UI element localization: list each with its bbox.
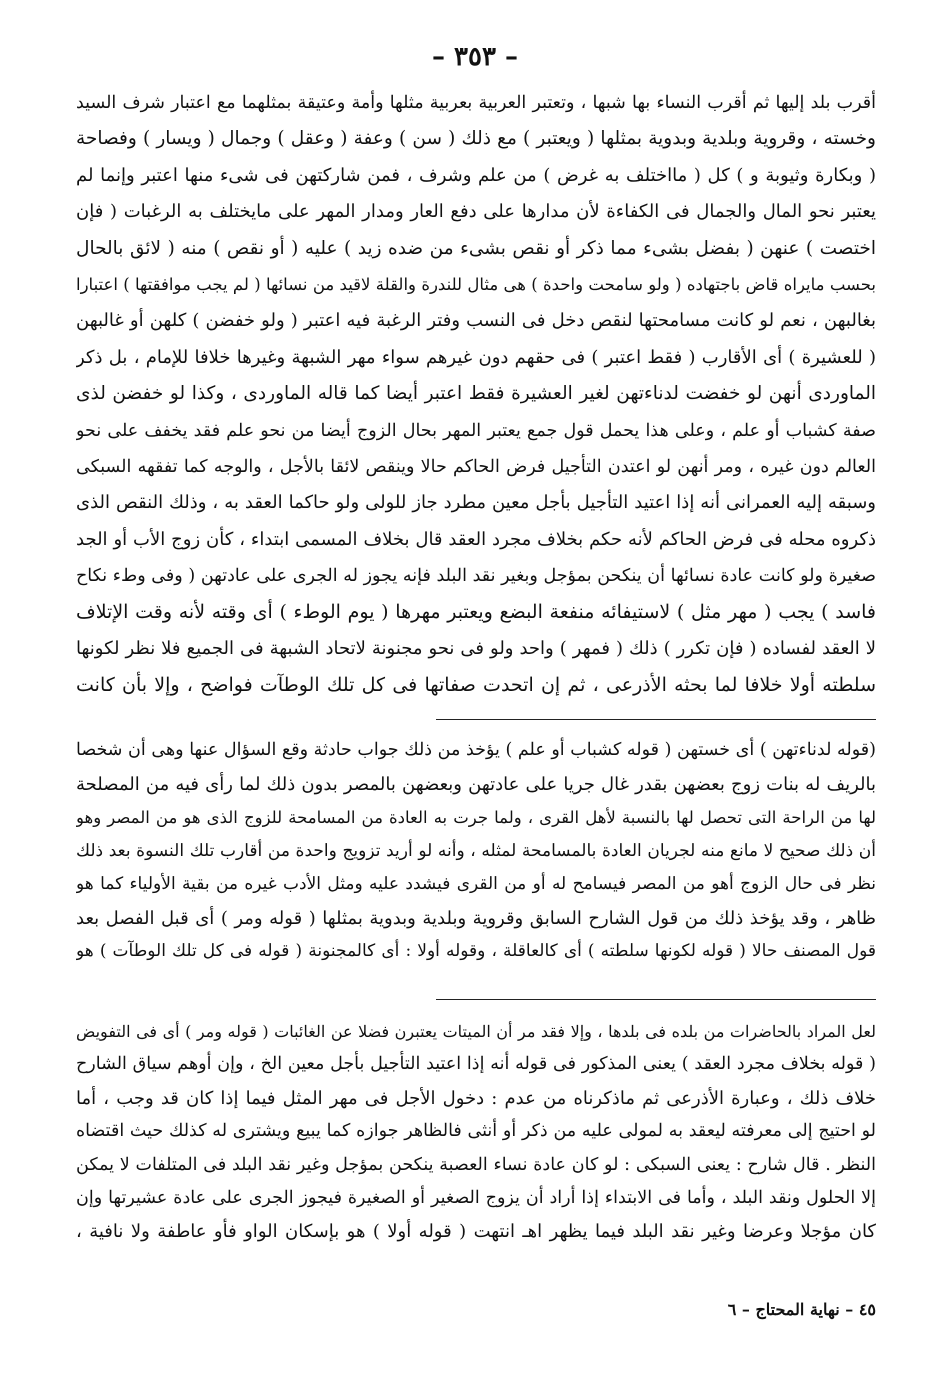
- commentary-line: بالريف له بنات زوج بعضهن بقدر غال جريا على عادتهن وبعضهن بالمصر بدون ذلك لما رأى فيه من المصلحة: [76, 773, 876, 795]
- main-text-line: يعتبر نحو المال والجمال فى الكفاءة لأن مدارها على دفع العار ومدار المهر على مايختلف به الرغبات ( فإن: [76, 201, 876, 223]
- section-divider: [436, 719, 876, 720]
- main-text-line: ( وبكارة وثيوبة و ) كل ( مااختلف به غرض ) من علم وشرف ، فمن شاركتهن فى شىء منها اعتبر وإنما لم: [76, 164, 876, 186]
- commentary-line: أن ذلك صحيح لا مانع منه لجريان العادة بالمسامحة لمثله ، وأنه لو أريد تزويج واحدة من أقارب تلك النسوة بعد ذلك: [76, 840, 876, 861]
- main-text-line: أقرب بلد إليها ثم أقرب النساء بها شبها ، وتعتبر العربية بعربية مثلها وأمة وعتيقة بمثلهما مع اعتبار شرف السيد: [76, 93, 876, 113]
- commentary-block-2: [76, 1015, 876, 1249]
- commentary-line: لها من الراحة التى تحصل لها بالنسبة لأهل القرى ، ولما جرت به العادة من المسامحة للزوج الذى هو من المصر وهو: [76, 808, 876, 827]
- section-divider: [436, 999, 876, 1000]
- main-text-line: الماوردى أنهن لو خفضت لدناءتهن لغير العشيرة فقط اعتبر أيضا كما قاله الماوردى ، وكذا لو خفضن لذى: [76, 383, 876, 405]
- main-text-line: سلطته أولا خلافا لما بحثه الأذرعى ، ثم إن اتحدت صفاتها فى كل تلك الوطآت فواضح ، وإلا بأن كانت: [76, 674, 876, 697]
- commentary-line: إلا الحلول ونقد البلد ، وأما فى الابتداء إذا أراد أن يزوج الصغير أو الصغيرة فيجوز الجرى على عادة عشيرتها وإن: [76, 1187, 876, 1208]
- main-text-line: بحسب مايراه قاض باجتهاده ( ولو سامحت واحدة ) هى مثال للندرة والقلة لاقيد من نسائها ( لم يجب موافقتها ) اعتبارا: [76, 274, 876, 294]
- main-text-line: العالم دون غيره ، ومر أنهن لو اعتدن التأجيل فرض الحاكم حالا وينقص لائقا بالأجل ، والوجه كما تفقهه السبكى: [76, 456, 876, 477]
- commentary-line: لعل المراد بالحاضرات من بلده فى بلدها ، وإلا فقد مر أن الميتات يعتبرن فضلا عن الغائبات ( قوله ومر ) أى فى التفويض: [76, 1022, 876, 1041]
- main-text-line: صغيرة ولو كانت عادة نسائها أن ينكحن بمؤجل وبغير نقد البلد فإنه يجوز له الجرى على عادتهن ( وفى وطء نكاح: [76, 566, 876, 587]
- main-text-line: فاسد ) يجب ( مهر مثل ) لاستيفائه منفعة البضع ويعتبر مهرها ( يوم الوطء ) أى وقته لأنه وقت الإتلاف: [76, 601, 876, 624]
- main-text-line: اختصت ) عنهن ( بفضل بشىء مما ذكر أو نقص بشىء من ضده زيد ) عليه ( أو نقص ) منه ( لائق بالحال: [76, 237, 876, 259]
- commentary-line: النظر . قال شارح : يعنى السبكى : لو كان عادة نساء العصبة ينكحن بمؤجل وغير نقد البلد فى المتلفات لا يمكن: [76, 1154, 876, 1175]
- commentary-line: كان مؤجلا وعرضا وغير نقد البلد فيما يظهر اهـ انتهت ( قوله أولا ) هو بإسكان الواو فأو عاطفة ولا نافية ،: [76, 1221, 876, 1243]
- main-text-line: لا العقد لفساده ( فإن تكرر ) ذلك ( فمهر ) واحد ولو فى نحو مجنونة لاتحاد الشبهة فى الجميع فلا نظر لكونها: [76, 637, 876, 659]
- commentary-line: قول المصنف حالا ( قوله لكونها سلطته ) أى كالعاقلة ، وقوله أولا : أى كالمجنونة ( قوله فى كل تلك الوطآت ) هو: [76, 941, 876, 961]
- commentary-line: (قوله لدناءتهن ) أى خستهن ( قوله كشباب أو علم ) يؤخذ من ذلك جواب حادثة وقع السؤال عنها وهى أن شخصا: [76, 740, 876, 760]
- commentary-line: خلاف ذلك ، وعبارة الأذرعى ثم ماذكرناه من عدم : دخول الأجل فى مهر المثل فيما إذا كان قد وجب ، أما: [76, 1087, 876, 1109]
- main-text-line: وسبقه إليه العمرانى أنه إذا اعتيد التأجيل بأجل معين مطرد جاز للولى ولو حاكما العقد به ، وذلك النقص الذى: [76, 492, 876, 514]
- page-number: – ٣٥٣ –: [431, 42, 519, 72]
- main-text-line: ( للعشيرة ) أى الأقارب ( فقط اعتبر ) فى حقهم دون غيرهم سواء مهر الشبهة وغيرها خلافا للإمام ، بل ذكر: [76, 346, 876, 368]
- main-text-block: [76, 85, 876, 704]
- main-text-line: وخسته ، وقروية وبلدية وبدوية بمثلها ( ويعتبر ) مع ذلك ( سن ) وعفة ( وعقل ) وجمال ( ويسار ) وفصاحة: [76, 128, 876, 150]
- commentary-line: لو احتيج إلى معرفته ليعقد به لمولى عليه من ذكر أو أنثى فالظاهر جوازه كما يبيع ويشترى له كذلك حيث اقتضاه: [76, 1121, 876, 1142]
- commentary-block-1: [76, 734, 876, 969]
- printer-signature: ٤٥ – نهاية المحتاج – ٦: [727, 1300, 876, 1319]
- commentary-line: نظر فى حال الزوج أهو من المصر فيسامح له أو من القرى فيشدد عليه ومثل الأدب غيره من بقية الأولياء كما هو: [76, 874, 876, 894]
- commentary-line: ظاهر ، وقد يؤخذ ذلك من قول الشارح السابق وقروية وبلدية وبدوية بمثلها ( قوله ومر ) أى قبل الفصل بعد: [76, 907, 876, 929]
- main-text-line: بغالبهن ، نعم لو كانت مسامحتها لنقص دخل فى النسب وفتر الرغبة فيه اعتبر ( ولو خفضن ) كلهن أو غالبهن: [76, 310, 876, 332]
- main-text-line: ذكروه محله فى فرض الحاكم لأنه حكم بخلاف مجرد العقد قال بخلاف المسمى ابتداء ، كأن زوج الأب أو الجد: [76, 528, 876, 550]
- commentary-line: ( قوله بخلاف مجرد العقد ) يعنى المذكور فى قوله أنه إذا اعتيد التأجيل بأجل معين الخ ، وإن أوهم سياق الشارح: [76, 1054, 876, 1075]
- main-text-line: صفة كشباب أو علم ، وعلى هذا يحمل قول جمع يعتبر المهر بحال الزوج أيضا من نحو علم فقد يخفف على نحو: [76, 420, 876, 441]
